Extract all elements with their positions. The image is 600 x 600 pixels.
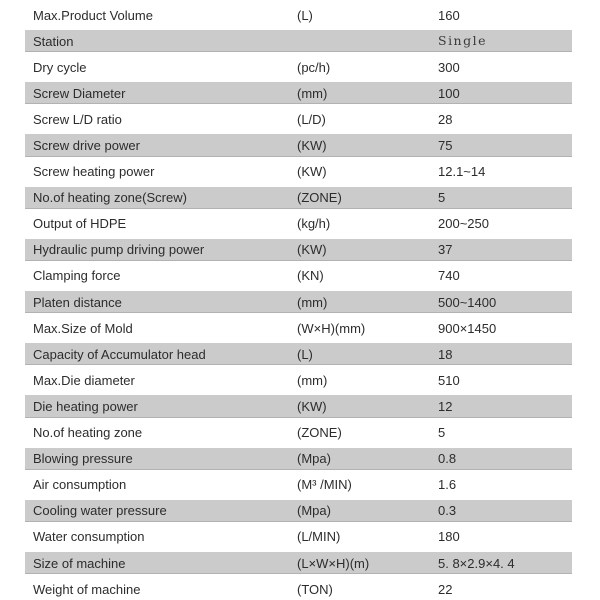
table-row	[25, 287, 572, 313]
spec-unit-cell: (L)	[297, 7, 313, 23]
spec-unit-cell: (mm)	[297, 294, 328, 310]
table-row	[25, 339, 572, 365]
spec-name-cell: Weight of machine	[33, 581, 141, 597]
spec-value-cell: 200~250	[438, 216, 489, 232]
spec-unit-cell: (KW)	[297, 164, 327, 180]
table-row	[25, 0, 572, 26]
spec-name-cell: Size of machine	[33, 555, 126, 571]
spec-name-cell: Max.Size of Mold	[33, 320, 133, 336]
spec-value-cell: Single	[438, 32, 488, 48]
spec-name-cell: Screw Diameter	[33, 85, 126, 101]
spec-name-cell: Air consumption	[33, 477, 127, 493]
spec-unit-cell: (mm)	[297, 372, 328, 388]
spec-value-cell: 100	[438, 85, 460, 101]
table-row	[25, 209, 572, 235]
table-row	[25, 104, 572, 130]
spec-name-cell: Screw drive power	[33, 138, 140, 154]
spec-name-cell: Screw L/D ratio	[33, 111, 122, 127]
spec-value-cell: 1.6	[438, 477, 457, 493]
spec-unit-cell: (TON)	[297, 581, 333, 597]
table-row	[25, 391, 572, 417]
spec-value-cell: 180	[438, 529, 460, 545]
spec-value-cell: 300	[438, 59, 460, 75]
spec-value-cell: 5	[438, 190, 446, 206]
spec-unit-cell: (KN)	[297, 268, 324, 284]
spec-value-cell: 22	[438, 581, 453, 597]
spec-name-cell: No.of heating zone	[33, 425, 143, 441]
spec-name-cell: Dry cycle	[33, 59, 87, 75]
spec-name-cell: Clamping force	[33, 268, 121, 284]
table-row	[25, 78, 572, 104]
spec-unit-cell: (W×H)(mm)	[297, 320, 366, 336]
spec-value-cell: 5	[438, 425, 446, 441]
table-row	[25, 522, 572, 548]
spec-name-cell: Station	[33, 33, 74, 49]
spec-value-cell: 12.1~14	[438, 164, 486, 180]
spec-name-cell: Hydraulic pump driving power	[33, 242, 205, 258]
spec-unit-cell: (Mpa)	[297, 451, 331, 467]
spec-unit-cell: (ZONE)	[297, 425, 342, 441]
table-row	[25, 52, 572, 78]
spec-value-cell: 28	[438, 111, 453, 127]
spec-name-cell: No.of heating zone(Screw)	[33, 190, 187, 206]
spec-unit-cell: (KW)	[297, 242, 327, 258]
spec-unit-cell: (L×W×H)(m)	[297, 555, 370, 571]
spec-unit-cell: (L/MIN)	[297, 529, 341, 545]
spec-value-cell: 740	[438, 268, 460, 284]
spec-value-cell: 500~1400	[438, 294, 497, 310]
table-row	[25, 496, 572, 522]
spec-value-cell: 900×1450	[438, 320, 497, 336]
spec-name-cell: Max.Product Volume	[33, 7, 153, 23]
spec-name-cell: Water consumption	[33, 529, 145, 545]
table-row	[25, 261, 572, 287]
spec-unit-cell: (M³ /MIN)	[297, 477, 352, 493]
spec-name-cell: Cooling water pressure	[33, 503, 167, 519]
spec-name-cell: Output of HDPE	[33, 216, 127, 232]
table-row	[25, 157, 572, 183]
spec-name-cell: Platen distance	[33, 294, 122, 310]
spec-unit-cell: (pc/h)	[297, 59, 331, 75]
spec-name-cell: Die heating power	[33, 398, 138, 414]
spec-value-cell: 12	[438, 398, 453, 414]
spec-value-cell: 160	[438, 7, 460, 23]
spec-unit-cell: (ZONE)	[297, 190, 342, 206]
table-row	[25, 444, 572, 470]
spec-unit-cell: (kg/h)	[297, 216, 331, 232]
spec-unit-cell: (KW)	[297, 138, 327, 154]
spec-unit-cell: (KW)	[297, 398, 327, 414]
spec-value-cell: 5. 8×2.9×4. 4	[438, 555, 515, 571]
spec-value-cell: 510	[438, 372, 460, 388]
spec-unit-cell: (mm)	[297, 85, 328, 101]
table-row	[25, 418, 572, 444]
spec-unit-cell: (L)	[297, 346, 313, 362]
spec-value-cell: 0.3	[438, 503, 457, 519]
table-row	[25, 235, 572, 261]
table-row	[25, 130, 572, 156]
spec-name-cell: Capacity of Accumulator head	[33, 346, 206, 362]
table-row	[25, 470, 572, 496]
table-row	[25, 183, 572, 209]
table-row	[25, 574, 572, 600]
spec-value-cell: 37	[438, 242, 453, 258]
table-row	[25, 365, 572, 391]
spec-value-cell: 18	[438, 346, 453, 362]
spec-unit-cell: (L/D)	[297, 111, 326, 127]
table-row	[25, 26, 572, 52]
spec-value-cell: 0.8	[438, 451, 457, 467]
table-row	[25, 313, 572, 339]
spec-name-cell: Blowing pressure	[33, 451, 133, 467]
spec-unit-cell: (Mpa)	[297, 503, 331, 519]
table-row	[25, 548, 572, 574]
spec-name-cell: Max.Die diameter	[33, 372, 135, 388]
spec-table	[25, 0, 572, 600]
spec-value-cell: 75	[438, 138, 453, 154]
spec-name-cell: Screw heating power	[33, 164, 155, 180]
